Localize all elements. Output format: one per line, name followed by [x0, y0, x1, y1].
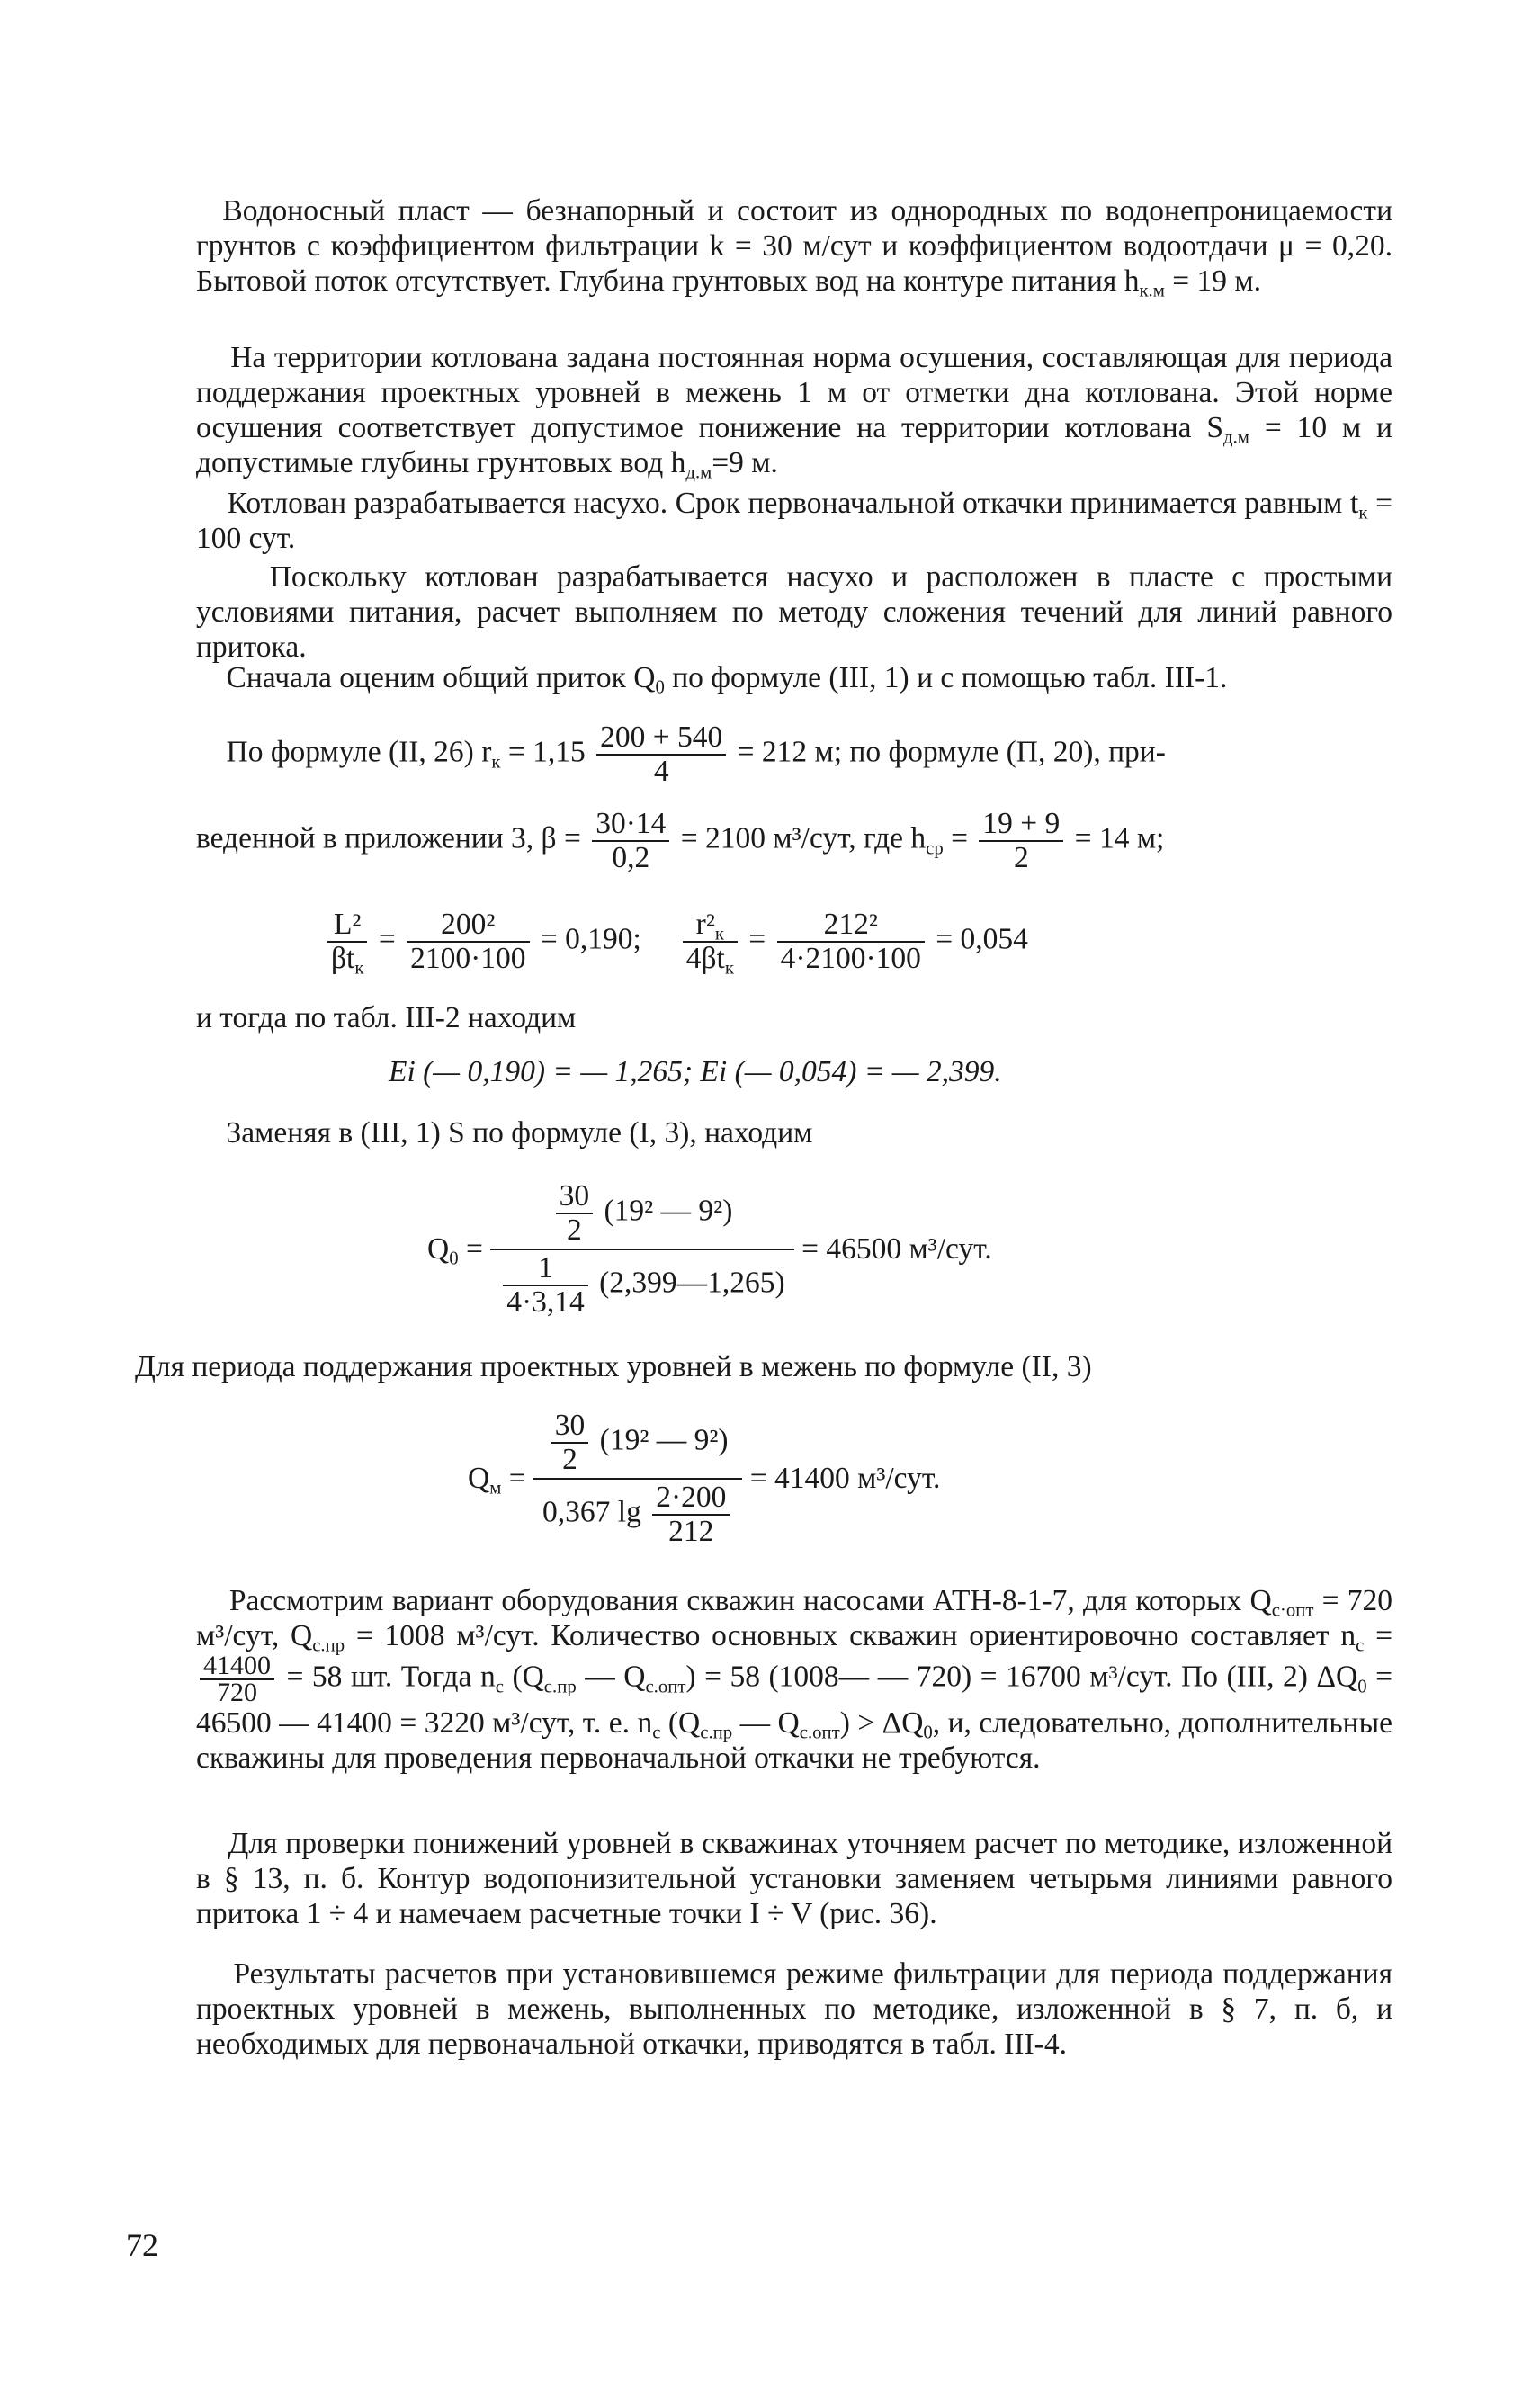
text: r²	[695, 908, 715, 941]
denominator	[327, 942, 367, 979]
formula-qm	[468, 1408, 940, 1550]
text: ) = 58 (1008— — 720) = 16700 м³/сут. По (III, 2) ΔQ	[685, 1660, 1358, 1694]
denominator: 2	[562, 1443, 578, 1476]
subscript: 0	[655, 676, 665, 698]
fraction	[200, 1653, 274, 1705]
text: Q	[427, 1232, 450, 1266]
paragraph-pumps	[196, 1583, 1392, 1776]
formula-q0	[427, 1178, 992, 1320]
numerator: 41400	[200, 1653, 274, 1680]
text: Рассмотрим вариант оборудования скважин насосами АТН-8-1-7, для которых Q	[228, 1584, 1272, 1617]
subscript: 0	[1357, 1676, 1367, 1697]
fraction	[777, 909, 925, 975]
text: 0,367 lg	[542, 1495, 641, 1529]
denominator: 212	[668, 1515, 714, 1548]
big-fraction	[490, 1178, 793, 1320]
formula-rk	[196, 721, 1166, 788]
numerator: 212²	[777, 909, 925, 943]
paragraph-table-lookup	[196, 1000, 576, 1035]
text: (Q	[660, 1706, 701, 1740]
paragraph-maintenance	[135, 1349, 1092, 1384]
text: веденной в приложении 3, β =	[196, 821, 581, 855]
subscript: м	[489, 1477, 502, 1499]
fraction	[503, 1252, 588, 1319]
formula-ratios	[324, 908, 1028, 979]
denominator: 4·2100·100	[780, 942, 921, 975]
text: (19² — 9²)	[599, 1423, 729, 1457]
numerator: 200²	[407, 909, 529, 943]
subscript: с	[495, 1676, 504, 1697]
text: (19² — 9²)	[604, 1194, 733, 1228]
denominator: 2	[566, 1213, 582, 1247]
subscript: к	[714, 923, 724, 944]
numerator: 30	[551, 1410, 589, 1444]
text: ) > ΔQ	[839, 1706, 924, 1740]
text: Сначала оценим общий приток Q	[226, 661, 656, 694]
text: = 19 м.	[1164, 264, 1261, 298]
numerator: 19 + 9	[979, 808, 1063, 842]
text: Q	[468, 1462, 490, 1495]
text: = 14 м;	[1074, 821, 1165, 855]
numerator: 2·200	[652, 1481, 730, 1516]
text: =	[378, 922, 396, 956]
text: = 10 м и допустимые глубины грунтовых вод h	[196, 411, 1392, 479]
paragraph-replace	[196, 1115, 812, 1150]
fraction	[556, 1180, 594, 1247]
big-fraction	[533, 1408, 742, 1550]
subscript: с.пр	[700, 1722, 733, 1743]
text: Результаты расчетов при установившемся режиме фильтрации для периода поддержания проектных уровней в межень, выполненных по методике, изложенной в § 7, п. б, и необходимых для первоначальной откачки, приводятся в табл. III-4.	[196, 1957, 1393, 2061]
denominator: 720	[217, 1678, 257, 1707]
text: и тогда по табл. III-2 находим	[196, 1001, 577, 1034]
subscript: с·опт	[1271, 1599, 1314, 1621]
fraction	[652, 1481, 730, 1548]
paragraph-drainage-norm	[196, 340, 1392, 483]
numerator	[490, 1178, 793, 1250]
subscript: с.пр	[312, 1634, 345, 1656]
text: =	[501, 1462, 526, 1495]
fraction	[407, 909, 529, 975]
subscript: с.пр	[543, 1676, 577, 1697]
numerator: 1	[503, 1252, 588, 1286]
paragraph-method	[196, 559, 1392, 665]
text: = 212 м; по формуле (П, 20), при-	[737, 735, 1166, 769]
text: = 100 сут.	[196, 487, 1392, 555]
text: = 2100 м³/сут, где h	[680, 821, 927, 855]
text: = 0,054	[936, 922, 1028, 956]
page-number: 72	[126, 2227, 158, 2263]
text: = 46500 — 41400 = 3220 м³/сут, т. е. n	[196, 1660, 1392, 1740]
text: По формуле (II, 26) r	[226, 735, 492, 769]
paragraph-verification	[196, 1826, 1392, 1931]
subscript: с	[1356, 1634, 1365, 1656]
text: Заменяя в (III, 1) S по формуле (I, 3), находим	[226, 1116, 813, 1150]
subscript: к	[1358, 502, 1368, 524]
numerator	[683, 909, 738, 943]
subscript: ср	[926, 837, 944, 859]
subscript: с.опт	[799, 1722, 840, 1743]
text: βt	[331, 942, 355, 975]
paragraph-aquifer	[196, 193, 1392, 299]
subscript: к.м	[1139, 280, 1165, 301]
fraction	[596, 721, 726, 788]
text: = 58 шт. Тогда n	[278, 1660, 496, 1694]
fraction	[551, 1410, 589, 1476]
denominator: 4	[653, 755, 669, 788]
text: = 1008 м³/сут. Количество основных скважин ориентировочно составляет n	[345, 1619, 1356, 1652]
denominator: 0,2	[612, 841, 650, 874]
text: — Q	[732, 1706, 800, 1740]
text: Котлован разрабатывается насухо. Срок первоначальной откачки принимается равным t	[227, 487, 1359, 520]
text: На территории котлована задана постоянная норма осушения, составляющая для периода поддержания проектных уровней в межень 1 м от отметки дна котлована. Этой норме осушения соответствует допустимое понижение на территории котлована S	[196, 341, 1392, 444]
paragraph-total-inflow	[196, 660, 1392, 698]
denominator	[490, 1250, 793, 1320]
formula-ei	[389, 1054, 1002, 1089]
text: =9 м.	[712, 446, 778, 479]
fraction	[979, 808, 1063, 874]
numerator: 200 + 540	[596, 721, 726, 756]
denominator	[533, 1480, 742, 1550]
text: = 1,15	[500, 735, 586, 769]
text: Для проверки понижений уровней в скважинах уточняем расчет по методике, изложенной в § 13, п. б. Контур водопонизительной установки заменяем четырьмя линиями равного притока 1 ÷ 4 и намечаем расчетные точки I ÷ V (рис. 36).	[196, 1827, 1393, 1930]
subscript: 0	[923, 1722, 933, 1743]
fraction	[592, 808, 669, 874]
fraction	[683, 908, 738, 979]
text: = 0,190;	[540, 922, 641, 956]
text: = 720 м³/сут, Q	[196, 1584, 1392, 1652]
text: =	[943, 821, 969, 855]
subscript: 0	[449, 1248, 459, 1269]
text: , и, следовательно, дополнительные скважины для проведения первоначальной откачки не требуются.	[196, 1706, 1392, 1775]
result: = 46500 м³/сут.	[801, 1232, 992, 1266]
text: — Q	[576, 1660, 646, 1694]
numerator: L²	[327, 909, 367, 943]
denominator: 2100·100	[410, 942, 526, 975]
text: Водоносный пласт — безнапорный и состоит из однородных по водонепроницаемости грунтов с коэффициентом фильтрации k = 30 м/сут и коэффициентом водоотдачи μ = 0,20. Бытовой поток отсутствует. Глубина грунтовых вод на контуре питания h	[196, 194, 1392, 298]
subscript: д.м	[1223, 426, 1249, 448]
subscript: к	[491, 751, 501, 773]
paragraph-results	[196, 1956, 1392, 2062]
text: Для периода поддержания проектных уровней в межень по формуле (II, 3)	[135, 1350, 1092, 1383]
numerator: 30	[556, 1180, 594, 1214]
result: = 41400 м³/сут.	[749, 1462, 941, 1495]
subscript: с	[652, 1722, 661, 1743]
text: =	[1364, 1619, 1392, 1652]
lhs	[468, 1462, 526, 1499]
subscript: к	[724, 957, 734, 979]
formula-beta	[196, 808, 1164, 874]
text: по формуле (III, 1) и с помощью табл. III-1.	[664, 661, 1228, 694]
text: Ei (— 0,190) = — 1,265; Ei (— 0,054) = — 2,399.	[389, 1055, 1002, 1088]
text: Поскольку котлован разрабатывается насухо и расположен в пласте с простыми условиями питания, расчет выполняем по методу сложения течений для линий равного притока.	[196, 560, 1392, 664]
numerator	[533, 1408, 742, 1480]
text: =	[458, 1232, 483, 1266]
paragraph-excavation	[196, 486, 1392, 556]
subscript: д.м	[685, 461, 712, 483]
lhs	[427, 1232, 483, 1267]
denominator	[683, 942, 738, 979]
text: 4βt	[685, 942, 725, 975]
denominator: 2	[1013, 841, 1029, 874]
text: =	[748, 922, 766, 956]
subscript: к	[354, 957, 364, 979]
denominator: 4·3,14	[506, 1285, 585, 1319]
text: (2,399—1,265)	[599, 1266, 785, 1300]
fraction	[327, 908, 367, 979]
numerator: 30·14	[592, 808, 669, 842]
text: (Q	[503, 1660, 544, 1694]
subscript: с.опт	[645, 1676, 686, 1697]
